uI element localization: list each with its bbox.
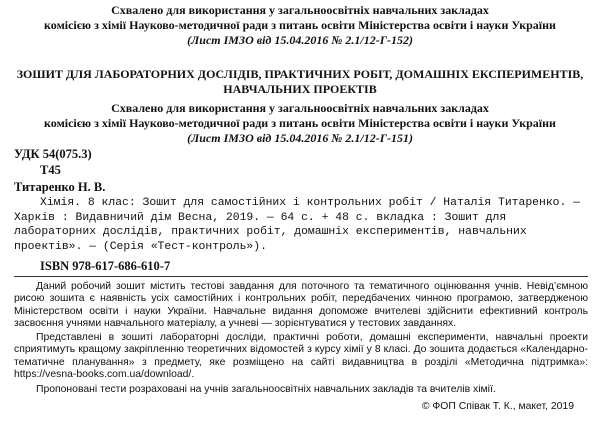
- approval-notice-1: [0, 3, 600, 48]
- copyright-notice: © ФОП Співак Т. К., макет, 2019: [421, 401, 574, 412]
- bibliographic-description: Хімія. 8 клас: Зошит для самостійних і контрольних робіт / Наталія Титаренко. — Харків : Видавничий дім Весна, 2019. — 64 с. + 48 с. вкладка : Зошит для лабораторних дослідів, практичних робіт, домашніх експериментів, навчальних проектів». — (Серія «Тест-контроль»).: [14, 197, 581, 253]
- description-paragraph-3: Пропоновані тести розраховані на учнів загальноосвітніх навчальних закладів та вчителів хімії.: [36, 384, 496, 395]
- isbn: ISBN 978-617-686-610-7: [40, 259, 171, 273]
- author-sign-code: Т45: [40, 163, 61, 177]
- approval-1-line-1: Схвалено для використання у загальноосвітніх навчальних закладах: [111, 3, 489, 17]
- section-title-line-2: НАВЧАЛЬНИХ ПРОЕКТІВ: [223, 82, 377, 96]
- author-name: Титаренко Н. В.: [14, 180, 106, 194]
- approval-2-reference: (Лист ІМЗО від 15.04.2016 № 2.1/12-Г-151): [187, 131, 413, 145]
- udk-code: УДК 54(075.3): [14, 147, 92, 161]
- description-paragraph-2: Представлені в зошиті лабораторні досліди, практичні роботи, домашні експерименти, навчальні проекти сприятимуть кращому закріпленню теоретичних відомостей з курсу хімії у 8 класі. До зошита додається «Календарно-тематичне планування» з предмету, яке розміщено на сайті видавництва в розділі «Методична підтримка»: https://vesna-books.com.ua/download/.: [14, 332, 588, 381]
- description-paragraph-1: Даний робочий зошит містить тестові завдання для поточного та тематичного оцінювання учнів. Невід’ємною рисою зошита є наявність усіх самостійних і контрольних робіт, передбачених чинною програмою, затвердженою Міністерством освіти і науки України. Навчальне видання допоможе вчителеві здійснити ефективний контроль засвоєння учнями навчального матеріалу, а учневі — зорієнтуватися у тестових завданнях.: [14, 281, 588, 330]
- approval-notice-2: [0, 101, 600, 146]
- approval-1-line-2: комісією з хімії Науково-методичної ради з питань освіти Міністерства освіти і науки України: [44, 18, 556, 32]
- workbook-section-title: [0, 67, 600, 97]
- approval-1-reference: (Лист ІМЗО від 15.04.2016 № 2.1/12-Г-152): [187, 33, 413, 47]
- approval-2-line-1: Схвалено для використання у загальноосвітніх навчальних закладах: [111, 101, 489, 115]
- divider: [14, 276, 588, 277]
- section-title-line-1: ЗОШИТ ДЛЯ ЛАБОРАТОРНИХ ДОСЛІДІВ, ПРАКТИЧНИХ РОБІТ, ДОМАШНІХ ЕКСПЕРИМЕНТІВ,: [16, 67, 584, 81]
- approval-2-line-2: комісією з хімії Науково-методичної ради з питань освіти Міністерства освіти і науки України: [44, 116, 556, 130]
